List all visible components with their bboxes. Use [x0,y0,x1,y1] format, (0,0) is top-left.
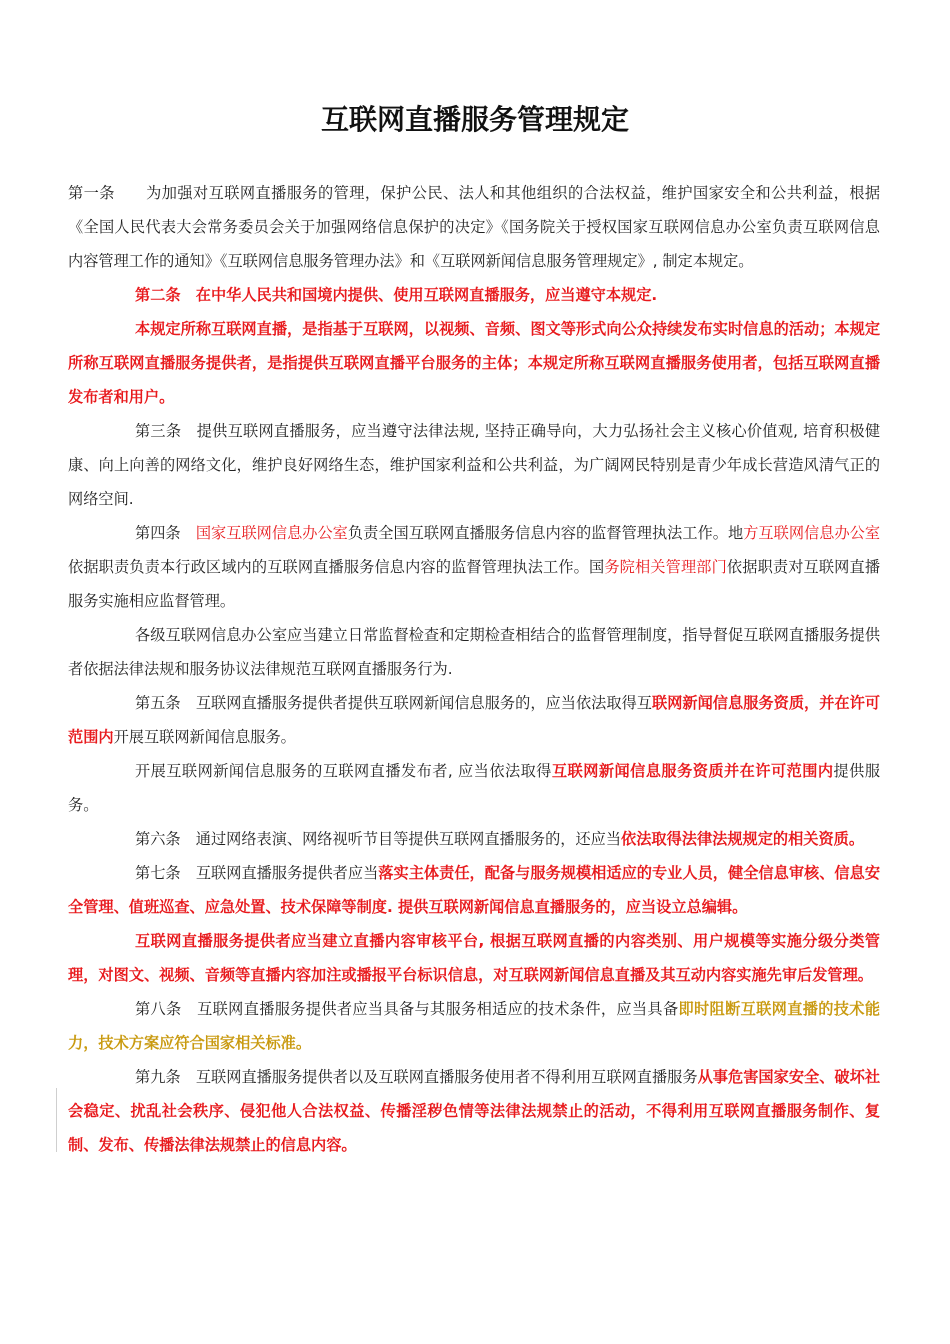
article-5-highlight: 联网新闻信息服务资质，并在许可范围内 [68,694,881,746]
article-6 [68,822,880,856]
article-4-text-1: 负责全国互联网直播服务信息内容的监督管理执法工作。地 [347,524,744,542]
document-body [68,176,880,1162]
article-1-number: 第一条 [68,184,115,202]
article-5-p2-text-1: 开展互联网新闻信息服务的互联网直播发布者, 应当依法取得 [135,762,552,780]
article-1-text: 为加强对互联网直播服务的管理，保护公民、法人和其他组织的合法权益，维护国家安全和公共利益，根据《全国人民代表大会常务委员会关于加强网络信息保护的决定》《国务院关于授权国家互联网信息办公室负责互联网信息内容管理工作的通知》《互联网信息服务管理办法》和《互联网新闻信息服务管理规定》, 制定本规定。 [68,184,881,270]
article-3-number: 第三条 [135,422,182,440]
article-7-highlight: 落实主体责任，配备与服务规模相适应的专业人员，健全信息审核、信息安全管理、值班巡查、应急处置、技术保障等制度. 提供互联网新闻信息直播服务的，应当设立总编辑。 [68,864,881,916]
article-7-number: 第七条 [135,864,181,882]
article-5-text-1: 互联网直播服务提供者提供互联网新闻信息服务的，应当依法取得互 [195,694,652,712]
article-2 [68,278,880,312]
article-5-p2-text-2: 提供服务。 [68,762,881,814]
article-5 [68,686,880,754]
margin-change-bar [56,1088,57,1152]
article-9-text: 互联网直播服务提供者以及互联网直播服务使用者不得利用互联网直播服务 [195,1068,698,1086]
article-8 [68,992,880,1060]
article-9-highlight: 从事危害国家安全、破坏社会稳定、扰乱社会秩序、侵犯他人合法权益、传播淫秽色情等法律法规禁止的活动，不得利用互联网直播服务制作、复制、发布、传播法律法规禁止的信息内容。 [68,1068,881,1154]
article-6-highlight: 依法取得法律法规规定的相关资质。 [621,830,864,848]
article-1 [68,176,880,278]
article-9 [68,1060,880,1162]
article-4 [68,516,880,618]
article-8-highlight: 即时阻断互联网直播的技术能力，技术方案应符合国家相关标准。 [68,1000,881,1052]
article-4-paragraph-2: 各级互联网信息办公室应当建立日常监督检查和定期检查相结合的监督管理制度，指导督促互联网直播服务提供者依据法律法规和服务协议法律规范互联网直播服务行为. [68,626,880,678]
article-9-number: 第九条 [135,1068,181,1086]
article-4-highlight-3: 务院相关管理部门 [604,558,727,576]
document-title: 互联网直播服务管理规定 [320,103,629,136]
article-5-number: 第五条 [135,694,181,712]
article-7-paragraph-2: 互联网直播服务提供者应当建立直播内容审核平台, 根据互联网直播的内容类别、用户规模等实施分级分类管理，对图文、视频、音频等直播内容加注或播报平台标识信息，对互联网新闻信息直播及其互动内容实施先审后发管理。 [68,932,880,984]
article-2-text: 在中华人民共和国境内提供、使用互联网直播服务，应当遵守本规定. [195,286,658,304]
article-7-text: 互联网直播服务提供者应当 [195,864,379,882]
article-5-paragraph-2 [68,754,880,822]
article-8-text: 互联网直播服务提供者应当具备与其服务相适应的技术条件，应当具备 [197,1000,679,1018]
article-4-highlight-2: 方互联网信息办公室 [743,524,881,542]
article-8-number: 第八条 [135,1000,182,1018]
article-5-text-2: 开展互联网新闻信息服务。 [113,728,296,746]
article-3 [68,414,880,516]
article-4-number: 第四条 [135,524,181,542]
article-5-p2-highlight: 互联网新闻信息服务资质并在许可范围内 [551,762,834,780]
article-2-paragraph-2: 本规定所称互联网直播，是指基于互联网，以视频、音频、图文等形式向公众持续发布实时信息的活动；本规定所称互联网直播服务提供者，是指提供互联网直播平台服务的主体；本规定所称互联网直播服务使用者，包括互联网直播发布者和用户。 [68,320,880,406]
article-6-text: 通过网络表演、网络视听节目等提供互联网直播服务的，还应当 [195,830,621,848]
article-6-number: 第六条 [135,830,181,848]
article-4-text-2: 依据职责负责本行政区域内的互联网直播服务信息内容的监督管理执法工作。国 [68,558,605,576]
article-2-number: 第二条 [135,286,181,304]
article-4-highlight-1: 国家互联网信息办公室 [195,524,348,542]
article-7 [68,856,880,924]
article-3-text: 提供互联网直播服务，应当遵守法律法规, 坚持正确导向，大力弘扬社会主义核心价值观, 培育积极健康、向上向善的网络文化，维护良好网络生态，维护国家利益和公共利益，为广阔网民特别是青少年成长营造风清气正的网络空间. [68,422,881,508]
article-4-text-3: 依据职责对互联网直播服务实施相应监督管理。 [68,558,881,610]
